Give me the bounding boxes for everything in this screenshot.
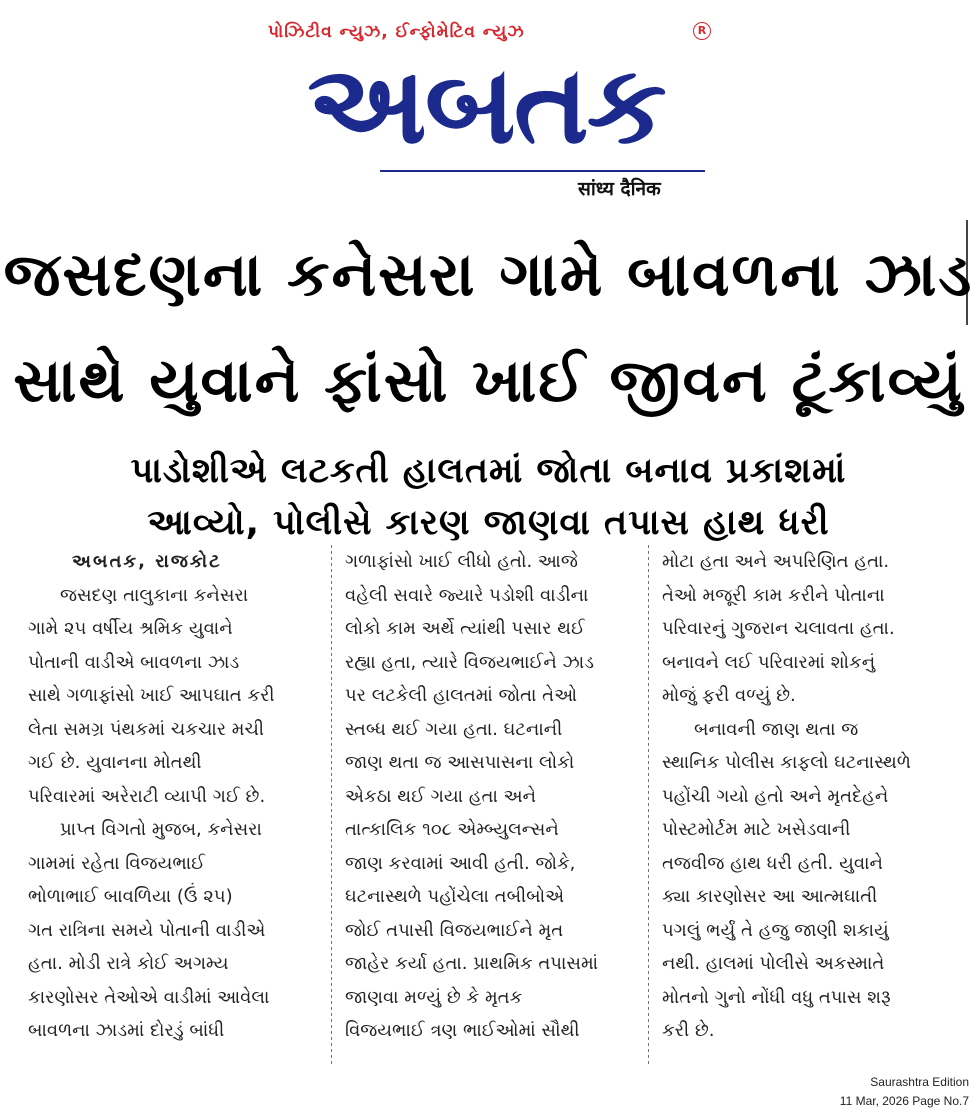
body-line: પહોંચી ગયો હતો અને મૃતદેહને	[662, 785, 889, 807]
body-line: પગલું ભર્યું તે હજુ જાણી શકાયું	[662, 919, 889, 941]
body-line: નથી. હાલમાં પોલીસે અકસ્માતે	[662, 953, 885, 974]
body-line: જાહેર કર્યા હતા. પ્રાથમિક તપાસમાં	[345, 953, 599, 974]
body-line: સ્તબ્ધ થઈ ગયા હતા. ઘટનાની	[345, 718, 563, 740]
body-line: વહેલી સવારે જ્યારે પડોશી વાડીના	[345, 584, 589, 606]
body-line: સાથે ગળાફાંસો ખાઈ આપઘાત કરી	[28, 685, 275, 706]
body-line: પરિવારમાં અરેરાટી વ્યાપી ગઈ છે.	[28, 785, 266, 807]
body-line: પ્રાપ્ત વિગતો મુજબ, કનેસરા	[60, 819, 262, 840]
body-line: તેઓ મજૂરી કામ કરીને પોતાના	[662, 584, 885, 606]
body-line: ભોળાભાઈ બાવળિયા (ઉં ૨૫)	[28, 886, 233, 907]
column-divider	[331, 545, 332, 1065]
body-line: જસદણ તાલુકાના કનેસરા	[60, 584, 249, 606]
article-column-1	[28, 545, 320, 1048]
body-line: તજવીજ હાથ ધરી હતી. યુવાને	[662, 852, 883, 874]
body-line: ગત રાત્રિના સમયે પોતાની વાડીએ	[28, 919, 266, 941]
article-column-3	[662, 545, 954, 1048]
registered-mark: R	[693, 22, 711, 40]
body-line: બાવળના ઝાડમાં દોરડું બાંધી	[28, 1020, 225, 1041]
logo-underline	[380, 170, 705, 172]
newspaper-logo: અબતક	[307, 43, 665, 168]
edition-label: Saurashtra Edition	[870, 1075, 969, 1089]
body-line: કારણોસર તેઓએ વાડીમાં આવેલા	[28, 986, 270, 1008]
body-line: ઘટનાસ્થળે પહોંચેલા તબીબોએ	[345, 886, 565, 907]
body-line: જોઈ તપાસી વિજયભાઈને મૃત	[345, 919, 564, 941]
body-line: એકઠા થઈ ગયા હતા અને	[345, 785, 537, 807]
body-line: પોસ્ટમોર્ટમ માટે ખસેડવાની	[662, 819, 851, 840]
body-line: પર લટકેલી હાલતમાં જોતા તેઓ	[345, 685, 577, 706]
body-line: જાણ થતા જ આસપાસના લોકો	[345, 752, 575, 773]
body-line: પોતાની વાડીએ બાવળના ઝાડ	[28, 651, 240, 673]
body-line: જાણવા મળ્યું છે કે મૃતક	[345, 986, 523, 1008]
body-line: ક્યા કારણોસર આ આત્મઘાતી	[662, 886, 878, 907]
headline-line-2: સાથે યુવાને ફાંસો ખાઈ જીવન ટૂંકાવ્યું	[13, 346, 964, 416]
body-line: હતા. મોડી રાત્રે કોઈ અગમ્ય	[28, 953, 229, 974]
body-line: ગામમાં રહેતા વિજયભાઈ	[28, 852, 206, 874]
body-line: મોતનો ગુનો નોંધી વધુ તપાસ શરૂ	[662, 986, 891, 1008]
body-line: લોકો કામ અર્થે ત્યાંથી પસાર થઈ	[345, 618, 585, 639]
body-line: બનાવની જાણ થતા જ	[694, 718, 859, 740]
masthead-subtitle: सांध्य दैनिक	[578, 178, 661, 200]
date-page-label: 11 Mar, 2026 Page No.7	[839, 1094, 969, 1108]
body-line: જાણ કરવામાં આવી હતી. જોકે,	[345, 852, 576, 874]
dateline: અબતક, રાજકોટ	[72, 551, 222, 572]
body-line: મોટા હતા અને અપરિણિત હતા.	[662, 551, 890, 572]
masthead-tagline: પોઝિટીવ ન્યુઝ, ઈન્ફોમેટિવ ન્યુઝ	[268, 22, 525, 42]
body-line: કરી છે.	[662, 1020, 715, 1041]
body-line: લેતા સમગ્ર પંથકમાં ચકચાર મચી	[28, 718, 265, 740]
body-line: બનાવને લઈ પરિવારમાં શોકનું	[662, 651, 876, 673]
column-divider	[648, 545, 649, 1065]
headline-line-1: જસદણના કનેસરા ગામે બાવળના ઝાડ	[3, 240, 974, 310]
body-line: ગઈ છે. યુવાનના મોતથી	[28, 752, 202, 773]
body-line: સ્થાનિક પોલીસ કાફલો ઘટનાસ્થળે	[662, 752, 911, 773]
body-line: તાત્કાલિક ૧૦૮ એમ્બ્યુલન્સને	[345, 819, 559, 840]
article-column-2	[345, 545, 637, 1048]
subheadline-line-1: પાડોશીએ લટકતી હાલતમાં જોતા બનાવ પ્રકાશમાં	[130, 451, 847, 491]
body-line: પરિવારનું ગુજરાન ચલાવતા હતા.	[662, 618, 895, 639]
body-line: રહ્યા હતા, ત્યારે વિજયભાઈને ઝાડ	[345, 651, 595, 673]
body-line: વિજયભાઈ ત્રણ ભાઈઓમાં સૌથી	[345, 1020, 580, 1041]
masthead	[260, 18, 720, 208]
body-line: ગળાફાંસો ખાઈ લીધો હતો. આજે	[345, 551, 578, 572]
body-line: ગામે ૨૫ વર્ષીય શ્રમિક યુવાને	[28, 618, 233, 639]
body-line: મોજું ફરી વળ્યું છે.	[662, 685, 796, 706]
subheadline-line-2: આવ્યો, પોલીસે કારણ જાણવા તપાસ હાથ ધરી	[147, 503, 830, 543]
